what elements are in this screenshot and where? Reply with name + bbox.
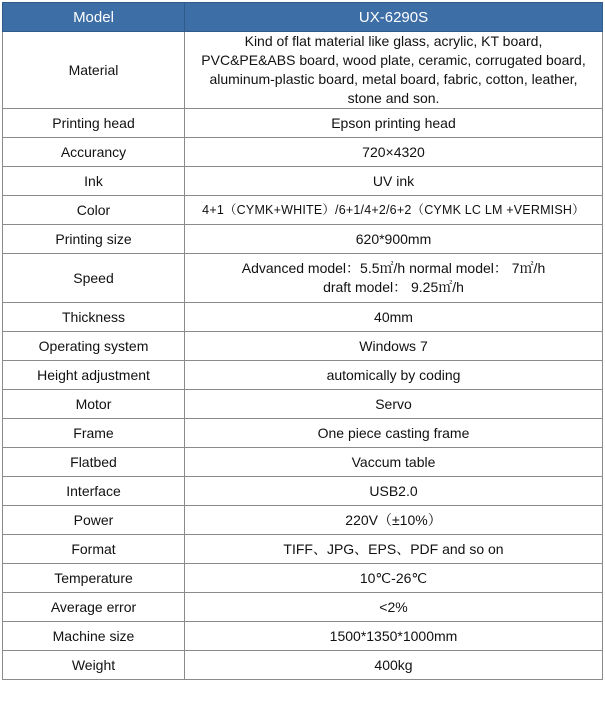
spec-label: Power (3, 506, 185, 535)
spec-value: 620*900mm (185, 225, 603, 254)
spec-row-height-adjustment (3, 361, 603, 390)
spec-row-printing-head (3, 109, 603, 138)
material-line: Kind of flat material like glass, acrylic, KT board, (244, 33, 543, 49)
spec-label: Format (3, 535, 185, 564)
spec-value: One piece casting frame (185, 419, 603, 448)
spec-label: Temperature (3, 564, 185, 593)
spec-table (2, 2, 603, 680)
spec-row-motor (3, 390, 603, 419)
spec-label: Material (3, 32, 185, 109)
spec-label: Motor (3, 390, 185, 419)
spec-value: <2% (185, 593, 603, 622)
spec-row-interface (3, 477, 603, 506)
spec-row-machine-size (3, 622, 603, 651)
spec-label: Average error (3, 593, 185, 622)
spec-value: automically by coding (185, 361, 603, 390)
spec-row-operating-system (3, 332, 603, 361)
spec-value: Windows 7 (185, 332, 603, 361)
spec-row-printing-size (3, 225, 603, 254)
spec-row-material (3, 32, 603, 109)
spec-value: Epson printing head (185, 109, 603, 138)
spec-value-material (185, 32, 603, 109)
header-label: Model (3, 3, 185, 32)
spec-label: Color (3, 196, 185, 225)
spec-value: TIFF、JPG、EPS、PDF and so on (185, 535, 603, 564)
spec-row-frame (3, 419, 603, 448)
spec-label: Operating system (3, 332, 185, 361)
spec-value: 1500*1350*1000mm (185, 622, 603, 651)
spec-value: Servo (185, 390, 603, 419)
material-line: stone and son. (347, 90, 440, 106)
spec-label: Accurancy (3, 138, 185, 167)
spec-label: Weight (3, 651, 185, 680)
spec-row-color (3, 196, 603, 225)
spec-label: Printing head (3, 109, 185, 138)
spec-value: 40mm (185, 303, 603, 332)
spec-label: Speed (3, 254, 185, 303)
header-row (3, 3, 603, 32)
spec-row-thickness (3, 303, 603, 332)
spec-label: Height adjustment (3, 361, 185, 390)
spec-row-format (3, 535, 603, 564)
speed-line: Advanced model：5.5㎡/h normal model： 7㎡/h (241, 260, 546, 276)
material-line: aluminum-plastic board, metal board, fabric, cotton, leather, (209, 71, 578, 87)
spec-value: USB2.0 (185, 477, 603, 506)
spec-value: UV ink (185, 167, 603, 196)
spec-row-speed (3, 254, 603, 303)
spec-value: Vaccum table (185, 448, 603, 477)
spec-row-temperature (3, 564, 603, 593)
spec-row-power (3, 506, 603, 535)
spec-value: 10℃-26℃ (185, 564, 603, 593)
spec-row-weight (3, 651, 603, 680)
spec-label: Thickness (3, 303, 185, 332)
spec-value: 4+1（CYMK+WHITE）/6+1/4+2/6+2（CYMK LC LM +VERMISH） (185, 196, 603, 225)
spec-row-average-error (3, 593, 603, 622)
spec-row-accuracy (3, 138, 603, 167)
spec-value: 400kg (185, 651, 603, 680)
spec-label: Flatbed (3, 448, 185, 477)
spec-value-speed (185, 254, 603, 303)
spec-value: 220V（±10%） (185, 506, 603, 535)
speed-line: draft model： 9.25㎡/h (323, 279, 464, 295)
spec-label: Interface (3, 477, 185, 506)
spec-row-flatbed (3, 448, 603, 477)
spec-label: Printing size (3, 225, 185, 254)
material-line: PVC&PE&ABS board, wood plate, ceramic, corrugated board, (201, 52, 586, 68)
spec-label: Ink (3, 167, 185, 196)
spec-label: Machine size (3, 622, 185, 651)
header-value: UX-6290S (185, 3, 603, 32)
spec-label: Frame (3, 419, 185, 448)
spec-row-ink (3, 167, 603, 196)
spec-value: 720×4320 (185, 138, 603, 167)
